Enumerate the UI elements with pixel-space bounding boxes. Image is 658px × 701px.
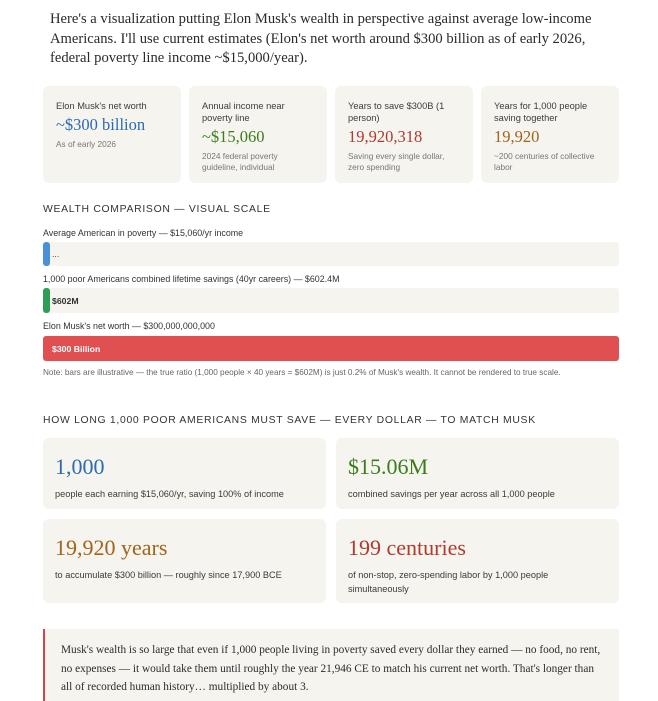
card-description: combined savings per year across all 1,000 people (348, 489, 555, 499)
stat-card-years-one-person (335, 86, 473, 183)
section-title-wealth-comparison: WEALTH COMPARISON — VISUAL SCALE (43, 204, 271, 215)
conclusion-callout: Musk's wealth is so large that even if 1,000 people living in poverty saved every dollar they earned — no food, no rent, no expenses — it would take them until roughly the year 21,946 CE to match his current net worth. That's longer than all of recorded human history… multiplied by about 3. (43, 629, 619, 701)
stat-card-years-thousand-people (481, 86, 619, 183)
bar-track-musk (43, 336, 619, 361)
section-title-how-long: HOW LONG 1,000 POOR AMERICANS MUST SAVE — EVERY DOLLAR — TO MATCH MUSK (43, 415, 536, 426)
stat-value: ~$300 billion (56, 115, 146, 134)
bar-label-thousand-poor: 1,000 poor Americans combined lifetime savings (40yr careers) — $602.4M (43, 274, 340, 284)
intro-paragraph: Here's a visualization putting Elon Musk's wealth in perspective against average low-income Americans. I'll use current estimates (Elon's net worth around $300 billion as of early 2026, federal poverty line income ~$15,000/year). (50, 11, 592, 66)
bar-label-musk: Elon Musk's net worth — $300,000,000,000 (43, 321, 215, 331)
stat-label: Years for 1,000 people saving together (494, 101, 588, 123)
card-value: 19,920 years (55, 535, 168, 560)
bar-track-poverty (43, 242, 619, 266)
stat-value: 19,920,318 (348, 127, 423, 146)
stat-card-poverty-income (189, 86, 327, 183)
card-value: 1,000 (55, 454, 105, 479)
stat-subtext: As of early 2026 (56, 139, 116, 149)
card-people-count (43, 438, 326, 509)
card-value: 199 centuries (348, 535, 466, 560)
bar-track-thousand-poor (43, 288, 619, 313)
stat-label: Annual income near poverty line (202, 101, 285, 123)
bar-value-thousand-poor: $602M (52, 295, 79, 306)
card-centuries (336, 519, 619, 603)
stat-value: 19,920 (494, 127, 540, 146)
stat-label: Elon Musk's net worth (56, 101, 147, 111)
card-value: $15.06M (348, 454, 429, 479)
bar-value-poverty: ... (52, 249, 60, 259)
stat-subtext: Saving every single dollar, zero spending (348, 151, 445, 172)
stat-subtext: ~200 centuries of collective labor (494, 151, 595, 172)
stat-label: Years to save $300B (1 person) (348, 101, 445, 123)
card-years (43, 519, 326, 603)
stat-subtext: 2024 federal poverty guideline, individual (202, 151, 278, 172)
card-description: of non-stop, zero-spending labor by 1,000 people simultaneously (348, 570, 549, 594)
bar-fill-poverty (43, 242, 50, 266)
bar-fill-musk (43, 336, 619, 361)
card-description: people each earning $15,060/yr, saving 100% of income (55, 489, 284, 499)
stats-row (43, 86, 619, 183)
bar-fill-thousand-poor (43, 288, 50, 313)
scale-note: Note: bars are illustrative — the true ratio (1,000 people × 40 years = $602M) is just 0.2% of Musk's wealth. It cannot be rendered to true scale. (43, 368, 561, 377)
stat-value: ~$15,060 (202, 127, 265, 146)
card-description: to accumulate $300 billion — roughly since 17,900 BCE (55, 570, 282, 580)
bar-label-poverty: Average American in poverty — $15,060/yr income (43, 228, 244, 238)
bar-value-musk: $300 Billion (52, 343, 101, 354)
stat-card-musk-net-worth (43, 86, 181, 183)
card-combined-savings (336, 438, 619, 509)
